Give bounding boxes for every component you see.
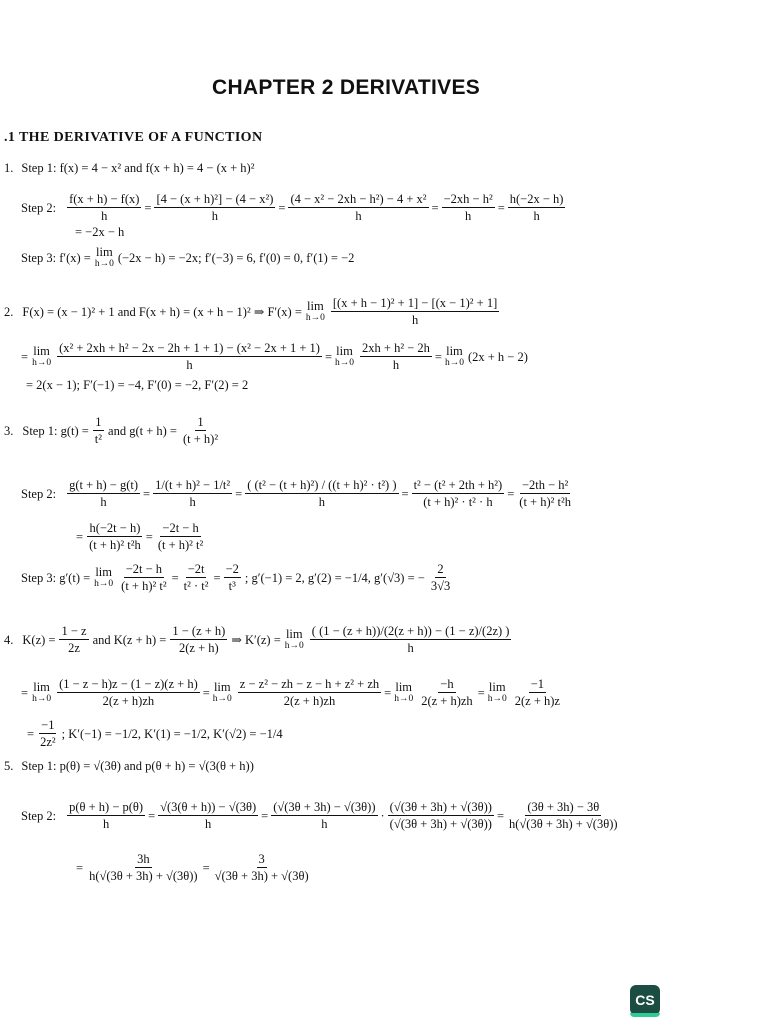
limit-symbol: lim h→0 [212, 680, 232, 704]
limit-symbol: lim h→0 [32, 680, 52, 704]
p1-frac-4: −2xh − h² h [443, 192, 493, 223]
p5-frac-6: $\frac{3h}{h(√(3\theta + 3h) + √(3\theta))}$ [89, 852, 198, 883]
p3-frac-13: $\frac{2}{3√3}$ [430, 562, 451, 593]
p3-frac-11: −2t t² · t² [183, 562, 209, 593]
p3-frac-8: $\frac{h(-2t - h)}{\text{(t + h)² t²h}}$ [89, 521, 141, 552]
p3-frac-6: t² − (t² + 2th + h²) (t + h)² · t² · h [413, 478, 503, 509]
p3-frac-10: −2t − h (t + h)² t² [121, 562, 167, 593]
limit-symbol: lim h→0 [394, 680, 414, 704]
p5-frac-3: (√(3θ + 3h) − √(3θ)) h [273, 800, 376, 831]
p1-frac-3: (4 − x² − 2xh − h²) − 4 + x² h [290, 192, 427, 223]
p3-step3: Step 3: g′(t) = lim h→0 −2t − h (t + h)² t² = −2t t² · t² = −2 t³ ; g′(−1) = 2, g′(2) = −1/4, g′(√3) = − $\frac{2}{3√3}$ [21, 562, 451, 593]
p5-frac-5: (3θ + 3h) − 3θ h(√(3θ + 3h) + √(3θ)) [509, 800, 618, 831]
p4-frac-6: −h 2(z + h)zh [421, 677, 473, 708]
p2-frac-3: 2xh + h² − 2h h [362, 341, 430, 372]
p2-line1: 2. F(x) = (x − 1)² + 1 and F(x + h) = (x + h − 1)² ⇒ F′(x) = lim h→0 [(x + h − 1)² + 1] − [(x − 1)² + 1] h [4, 296, 498, 327]
p3-frac-5: ( (t² − (t + h)²) / ((t + h)² · t²) ) h [247, 478, 397, 509]
p3-frac-4: 1/(t + h)² − 1/t² h [155, 478, 231, 509]
p4-frac-4: (1 − z − h)z − (1 − z)(z + h) 2(z + h)zh [59, 677, 198, 708]
p3-step2-cont: = $\frac{h(-2t - h)}{\text{(t + h)² t²h}}$ = −2t − h (t + h)² t² [76, 521, 204, 552]
p3-step2: Step 2: g(t + h) − g(t) h = 1/(t + h)² − 1/t² h = ( (t² − (t + h)²) / ((t + h)² · t²) ) h = t² − (t² + 2th + h²) (t + h)² · t² · h = −2th − h² (t + h)² t²h [21, 478, 571, 509]
p4-line3: = $\frac{-1}{\text{2z²}}$ ; K′(−1) = −1/2, K′(1) = −1/2, K′(√2) = −1/4 [27, 718, 283, 749]
p3-step1: 3. Step 1: g(t) = $\frac{1}{\text{t²}}$ and g(t + h) = $\frac{1}{\text{(t + h)²}}$ [4, 415, 219, 446]
chapter-title: CHAPTER 2 DERIVATIVES [212, 76, 481, 99]
section-heading: .1 THE DERIVATIVE OF A FUNCTION [4, 130, 263, 145]
p5-frac-2: √(3(θ + h)) − √(3θ) h [160, 800, 257, 831]
p2-frac-2: (x² + 2xh + h² − 2x − 2h + 1 + 1) − (x² − 2x + 1 + 1) h [59, 341, 320, 372]
p5-step2: Step 2: p(θ + h) − p(θ) h = √(3(θ + h)) − √(3θ) h = (√(3θ + 3h) − √(3θ)) h · (√(3θ + 3h) + √(3θ)) (√(3θ + 3h) + √(3θ)) = (3θ + 3h) − 3θ h(√(3θ + 3h) + √(3θ)) [21, 800, 618, 831]
p4-frac-1: $\frac{1 - z}{2z}$ [61, 624, 87, 655]
camscanner-logo: CS [630, 985, 660, 1015]
p2-line2: = lim h→0 (x² + 2xh + h² − 2x − 2h + 1 + 1) − (x² − 2x + 1 + 1) h = lim h→0 2xh + h² − 2h h = lim h→0 (2x + h − 2) [21, 341, 528, 372]
p1-step2-label: Step 2: [21, 200, 57, 215]
p3-frac-2: $\frac{1}{\text{(t + h)²}}$ [182, 415, 219, 446]
p1-step1 [4, 160, 254, 176]
camscanner-logo-accent [630, 1013, 660, 1017]
p2-line3: = 2(x − 1); F′(−1) = −4, F′(0) = −2, F′(2) = 2 [26, 378, 249, 392]
p1-frac-1: f(x + h) − f(x) h [69, 192, 140, 223]
p5-frac-4: (√(3θ + 3h) + √(3θ)) (√(3θ + 3h) + √(3θ)) [389, 800, 492, 831]
p1-step3: Step 3: f′(x) = lim h→0 (−2x − h) = −2x; f′(−3) = 6, f′(0) = 0, f′(1) = −2 [21, 245, 355, 269]
p4-frac-7: −1 2(z + h)z [514, 677, 560, 708]
p1-step2-cont: = −2x − h [75, 225, 125, 239]
p1-frac-5: h(−2x − h) h [509, 192, 564, 223]
limit-symbol: lim h→0 [305, 299, 325, 323]
limit-symbol: lim h→0 [487, 680, 507, 704]
p3-frac-7: −2th − h² (t + h)² t²h [519, 478, 571, 509]
p2-number: 2. [4, 304, 14, 319]
p4-frac-3: ( (1 − (z + h))/(2(z + h)) − (1 − z)/(2z) ) h [311, 624, 510, 655]
p3-frac-3: g(t + h) − g(t) h [69, 478, 139, 509]
p3-frac-1: $\frac{1}{\text{t²}}$ [94, 415, 103, 446]
p4-number: 4. [4, 632, 14, 647]
p5-step1: 5. Step 1: p(θ) = √(3θ) and p(θ + h) = √(3(θ + h)) [4, 759, 254, 773]
limit-symbol: lim h→0 [94, 245, 114, 269]
p1-number: 1. [4, 161, 14, 175]
p4-line2: = lim h→0 (1 − z − h)z − (1 − z)(z + h) 2(z + h)zh = lim h→0 z − z² − zh − z − h + z² + zh 2(z + h)zh = lim h→0 −h 2(z + h)zh = lim h→0 −1 2(z + h)z [21, 677, 560, 708]
p1-step2: Step 2: f(x + h) − f(x) h = [4 − (x + h)²] − (4 − x²) h = (4 − x² − 2xh − h²) − 4 + x² h = −2xh − h² h = h(−2x − h) h [21, 192, 564, 223]
limit-symbol: lim h→0 [94, 565, 114, 589]
p4-line1: 4. K(z) = $\frac{1 - z}{2z}$ and K(z + h) = $\frac{1 - (z + h)}{2(z + h)}$ ⇒ K′(z) = lim h→0 ( (1 − (z + h))/(2(z + h)) − (1 − z)/(2z) ) h [4, 624, 510, 655]
limit-symbol: lim h→0 [32, 344, 52, 368]
p4-frac-8: $\frac{-1}{\text{2z²}}$ [40, 718, 56, 749]
p4-frac-2: $\frac{1 - (z + h)}{2(z + h)}$ [172, 624, 226, 655]
p1-frac-2: [4 − (x + h)²] − (4 − x²) h [156, 192, 274, 223]
p3-frac-12: −2 t³ [225, 562, 239, 593]
p2-frac-1: [(x + h − 1)² + 1] − [(x − 1)² + 1] h [332, 296, 498, 327]
limit-symbol: lim h→0 [284, 627, 304, 651]
p3-number: 3. [4, 423, 14, 438]
limit-symbol: lim h→0 [444, 344, 464, 368]
p1-step1-text: Step 1: f(x) = 4 − x² and f(x + h) = 4 − (x + h)² [21, 161, 255, 175]
limit-symbol: lim h→0 [335, 344, 355, 368]
p4-frac-5: z − z² − zh − z − h + z² + zh 2(z + h)zh [239, 677, 380, 708]
p5-step2-cont: = $\frac{3h}{h(√(3\theta + 3h) + √(3\theta))}$ = 3 √(3θ + 3h) + √(3θ) [76, 852, 309, 883]
p5-number: 5. [4, 759, 14, 773]
p5-frac-1: p(θ + h) − p(θ) h [69, 800, 144, 831]
p5-frac-7: 3 √(3θ + 3h) + √(3θ) [214, 852, 309, 883]
p3-frac-9: −2t − h (t + h)² t² [157, 521, 204, 552]
